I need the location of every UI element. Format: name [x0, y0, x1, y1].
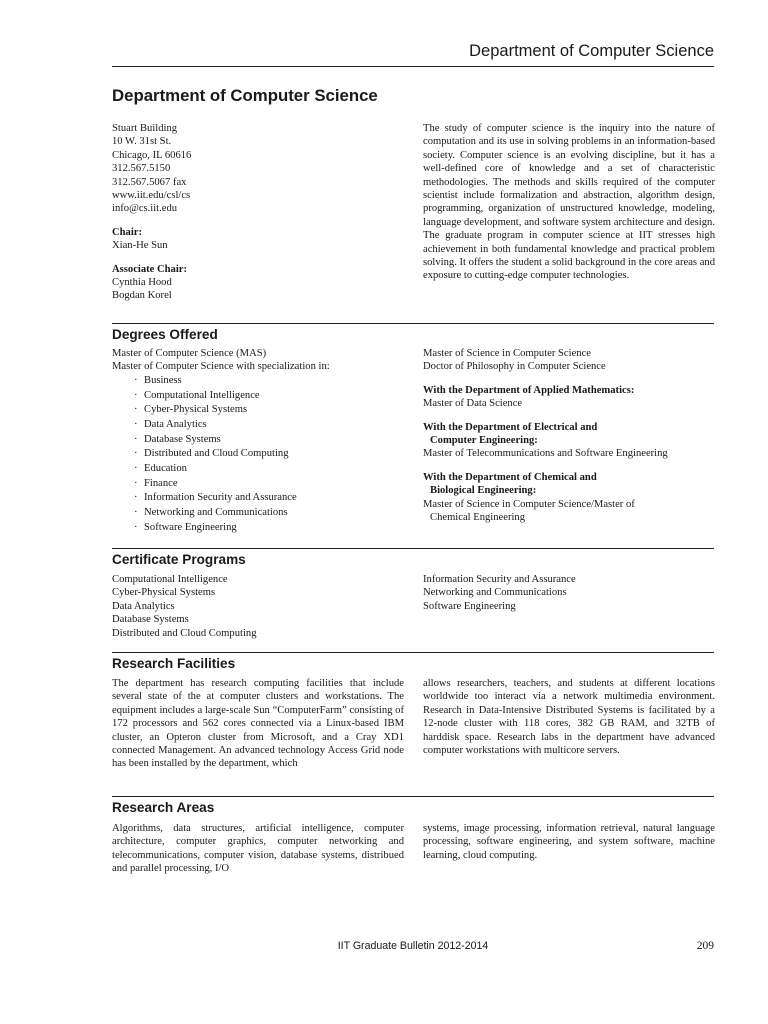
- contact-line: Chicago, IL 60616: [112, 149, 192, 161]
- specialization-item: · Finance: [134, 477, 404, 492]
- certificate-item: Data Analytics: [112, 600, 175, 612]
- specialization-item: · Data Analytics: [134, 418, 404, 433]
- degree-item: Master of Science in Computer Science: [423, 348, 591, 359]
- specialization-item: · Networking and Communications: [134, 506, 404, 521]
- degree-item: Master of Telecommunications and Software Engineering: [423, 448, 668, 460]
- certificate-item: Distributed and Cloud Computing: [112, 627, 257, 639]
- certificates-right-column: [423, 573, 715, 613]
- areas-right-text: systems, image processing, information retrieval, natural language processing, software engineering, and system software, machine learning, cloud computing.: [423, 823, 715, 861]
- degree-item: Master of Computer Science (MAS): [112, 348, 267, 359]
- associate-chair-label: Associate Chair:: [112, 263, 188, 275]
- footer-text: IIT Graduate Bulletin 2012-2014: [337, 940, 489, 952]
- chair-label: Chair:: [112, 226, 143, 238]
- associate-chair-name: Bogdan Korel: [112, 290, 172, 302]
- certificate-item: Information Security and Assurance: [423, 574, 576, 585]
- specialization-item: · Distributed and Cloud Computing: [134, 447, 404, 462]
- section-rule: [112, 323, 714, 324]
- specialization-item: · Information Security and Assurance: [134, 491, 404, 506]
- section-rule: [112, 652, 714, 653]
- section-rule: [112, 548, 714, 549]
- certificate-item: Computational Intelligence: [112, 574, 228, 585]
- joint-program-label: Computer Engineering:: [430, 435, 538, 447]
- degrees-left-column: [112, 347, 404, 535]
- contact-line: www.iit.edu/csl/cs: [112, 190, 191, 202]
- certificate-item: Cyber-Physical Systems: [112, 587, 216, 599]
- certificate-item: Database Systems: [112, 614, 189, 626]
- degree-item: Chemical Engineering: [430, 512, 526, 524]
- specialization-list: [112, 374, 404, 536]
- degrees-right-column: [423, 347, 715, 524]
- contact-line: 312.567.5067 fax: [112, 176, 187, 188]
- specialization-item: · Software Engineering: [134, 521, 404, 536]
- degree-item: Master of Computer Science with specialization in:: [112, 361, 330, 373]
- joint-program-label: Biological Engineering:: [430, 485, 537, 497]
- running-header: Department of Computer Science: [469, 42, 714, 60]
- degrees-heading: Degrees Offered: [112, 327, 218, 342]
- specialization-item: · Computational Intelligence: [134, 389, 404, 404]
- intro-paragraph: The study of computer science is the inquiry into the nature of computation and its use in solving problems in an information-based society. Computer science is an evolving discipline, but it has a well-defined core of knowledge and a set of characteristic methodologies. The methods and skills required of the computer scientist include formalization and abstraction, algorithm design, programming, organization of unstructured knowledge, modeling, language development, and software system architecture and design. The graduate program in computer science at IIT stresses high achievement in both fundamental knowledge and practical problem solving. It offers the student a solid background in the core areas and exposure to cutting-edge computer technologies.: [423, 123, 715, 282]
- certificate-item: Networking and Communications: [423, 587, 567, 599]
- contact-line: info@cs.iit.edu: [112, 203, 178, 215]
- contact-line: 10 W. 31st St.: [112, 136, 172, 148]
- page-title: Department of Computer Science: [112, 86, 378, 105]
- joint-program-label: With the Department of Chemical and: [423, 471, 597, 483]
- header-rule: [112, 66, 714, 67]
- joint-program-label: With the Department of Applied Mathematics:: [423, 384, 635, 396]
- certificates-left-column: [112, 573, 404, 640]
- degree-item: Master of Data Science: [423, 398, 523, 410]
- facilities-left-text: The department has research computing facilities that include several state of the at computer clusters and workstations. The equipment includes a large-scale Sun “ComputerFarm” consisting of 172 processors and 562 cores connected via a Linux-based IBM cluster, an Opteron cluster from Microsoft, and a Cray XD1 connected Management. An advanced technology Access Grid node has been installed by the department, which: [112, 678, 404, 770]
- specialization-item: · Cyber-Physical Systems: [134, 403, 404, 418]
- certificates-heading: Certificate Programs: [112, 552, 246, 567]
- associate-chair-name: Cynthia Hood: [112, 277, 172, 289]
- contact-block: [112, 122, 404, 303]
- areas-left-text: Algorithms, data structures, artificial intelligence, computer architecture, computer graphics, computer networking and telecommunications, computer vision, database systems, distribued and parallel processing, I/O: [112, 823, 404, 875]
- specialization-item: · Business: [134, 374, 404, 389]
- section-rule: [112, 796, 714, 797]
- facilities-heading: Research Facilities: [112, 656, 236, 671]
- contact-line: 312.567.5150: [112, 163, 171, 175]
- specialization-item: · Database Systems: [134, 433, 404, 448]
- degree-item: Master of Science in Computer Science/Master of: [423, 498, 635, 510]
- contact-line: Stuart Building: [112, 123, 178, 134]
- certificate-item: Software Engineering: [423, 600, 516, 612]
- degree-item: Doctor of Philosophy in Computer Science: [423, 361, 606, 373]
- joint-program-label: With the Department of Electrical and: [423, 421, 598, 433]
- specialization-item: · Education: [134, 462, 404, 477]
- page-number: 209: [696, 940, 714, 952]
- chair-name: Xian-He Sun: [112, 240, 168, 252]
- areas-heading: Research Areas: [112, 800, 215, 815]
- facilities-right-text: allows researchers, teachers, and students at different locations worldwide too interact via a network multimedia environment. Research in Data-Intensive Distributed Systems is facilitated by a 12-node cluster with 118 cores, 382 GB RAM, and 32TB of harddisk space. Research labs in the department have advanced computer workstations with multicore servers.: [423, 678, 715, 757]
